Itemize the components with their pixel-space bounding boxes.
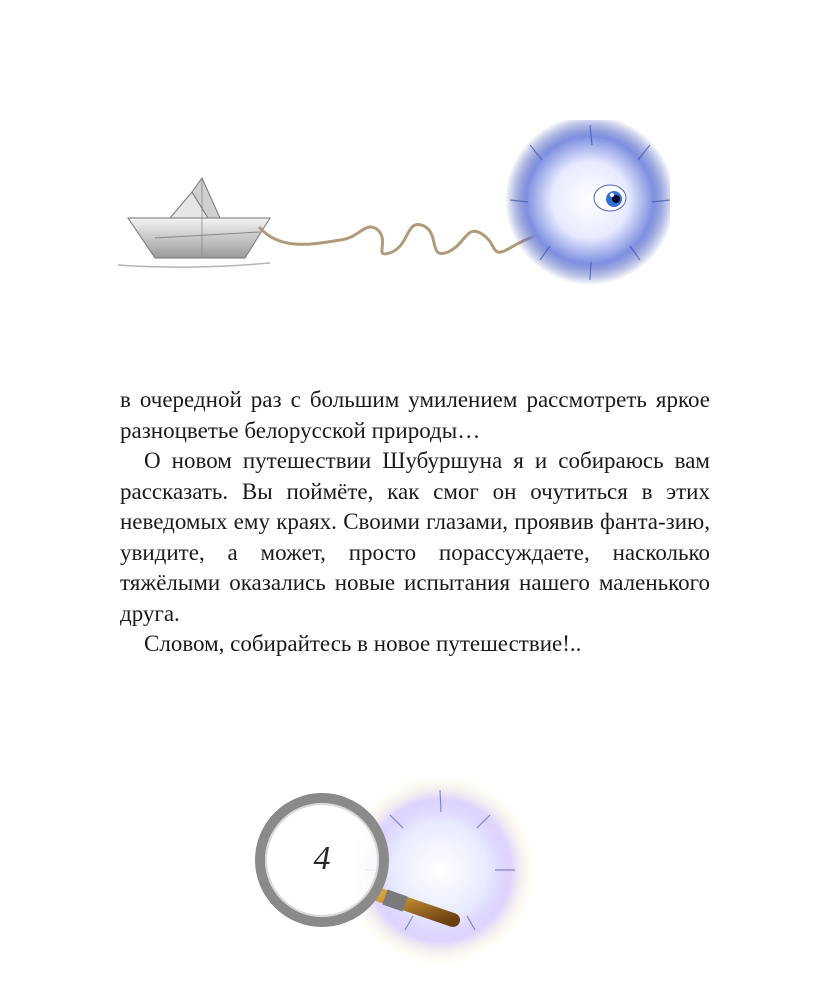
page-number: 4 [313,840,331,877]
fluffy-creature-icon [505,120,670,285]
paragraph-2: О новом путешествии Шубуршуна я и собираюсь вам рассказать. Вы поймёте, как смог он очутиться в этих неведомых ему краях. Своими глазами, проявив фанта-зию, увидите, а может, просто порассуждаете, насколько тяжёлыми оказались новые испытания нашего маленького друга. [120,448,710,626]
water-line [118,263,270,267]
paper-boat-icon [128,178,270,258]
main-text [120,385,710,660]
paragraph-3: Словом, собирайтесь в новое путешествие!.. [144,631,582,656]
boat-and-creature-illustration [110,120,670,330]
paragraph-1: в очередной раз с большим умилением рассмотреть яркое разноцветье белорусской природы… [120,387,710,443]
magnifier-and-creature-illustration [255,770,555,1000]
